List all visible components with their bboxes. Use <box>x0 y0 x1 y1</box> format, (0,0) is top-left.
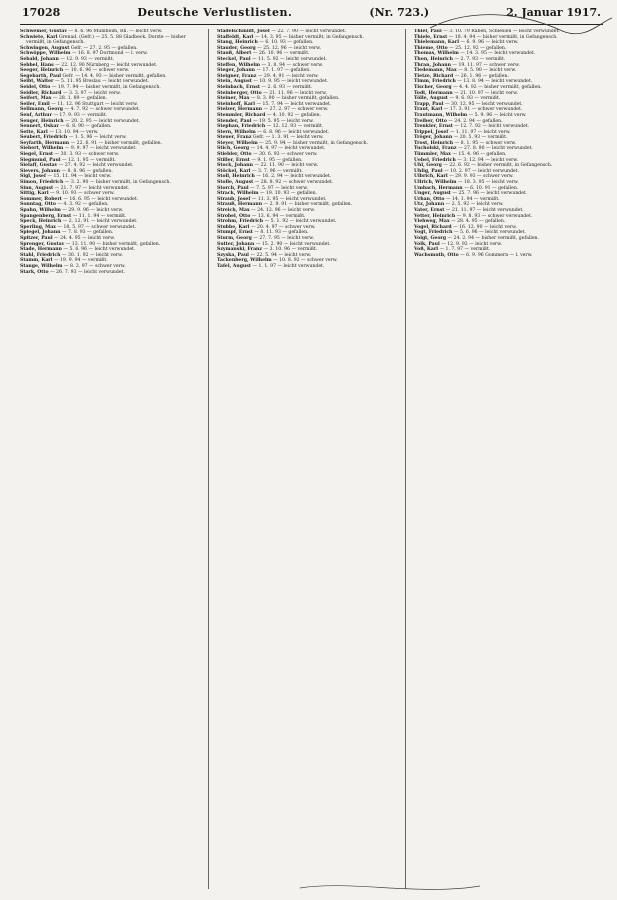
entry-name: Steinhoff, Karl <box>217 101 255 107</box>
entry-details: — 5. 11. 95 Breslau — leicht verwundet. <box>54 79 150 85</box>
entry-details: — 18. 5. 97 — schwer verwundet. <box>57 224 136 230</box>
entry-name: Stender, Paul <box>217 118 252 124</box>
entry-details: — 3. 3. 97 — leicht verw. <box>62 90 121 96</box>
entry-details: — 5. 6. 96 — leicht verwundet. <box>63 247 136 253</box>
entry-name: Thielemann, Karl <box>414 40 459 46</box>
entry-name: Vater, Ernst <box>414 208 445 213</box>
casualty-entry <box>20 270 204 276</box>
entry-details: — 2. 7. 93 — vermißt. <box>454 56 506 62</box>
entry-details: — 7. 5. 97 — leicht verw. <box>250 185 309 191</box>
entry-details: — 17. 9. 93 — vermißt. <box>53 112 108 118</box>
entry-name: Steuer, Franz <box>217 135 252 141</box>
entry-details: — 10. 2. 97 — leicht verwundet. <box>444 168 519 174</box>
entry-name: Seidel, Otto <box>20 84 51 90</box>
entry-details: — 27. 4. 92 — leicht verwundet. <box>58 163 134 169</box>
entry-name: Sennert, Oskar <box>20 124 59 130</box>
entry-name: Steinbach, Ernst <box>217 84 260 90</box>
entry-details: — 21. 11. 96 — leicht verw. <box>263 90 327 96</box>
entry-name: Tischer, Georg <box>414 84 452 90</box>
entry-name: Sebald, Johann <box>20 56 59 62</box>
entry-name: Thieme, Otto <box>414 45 448 51</box>
entry-details: — 20. 4. 97 — schwer verw. <box>250 224 316 230</box>
entry-name: Trost, Heinrich <box>414 140 454 146</box>
entry-name: Stumpf, Ernst <box>217 230 253 236</box>
entry-name: Wachsmuth, Otto <box>414 252 459 258</box>
entry-name: Tackenberg, Wilhelm <box>217 258 272 264</box>
entry-name: Steiner, Max <box>217 96 250 102</box>
entry-name: Seifert, Max <box>20 96 52 102</box>
entry-name: Thomas, Wilhelm <box>414 51 459 57</box>
entry-details: — 12. 1. 95 — vermißt. <box>62 157 116 163</box>
entry-name: Vogel, Richard <box>414 224 452 230</box>
entry-name: Utz, Johann <box>414 202 445 208</box>
entry-name: Voß, Karl <box>414 247 439 253</box>
entry-name: Sturm, Georg <box>217 235 252 241</box>
entry-details: — 27. 8. 90 — leicht verwundet. <box>458 146 533 152</box>
publication-title: Deutsche Verlustlisten. <box>137 6 293 19</box>
entry-details: — 2. 9. 91 — bisher vermißt, gefallen. <box>263 202 353 208</box>
entry-details: — 1. 7. 97 — vermißt. <box>439 247 491 253</box>
entry-details: — 14. 3. 95 — bisher vermißt, in Gefangensch. <box>255 34 364 40</box>
entry-details: — 3. 2. 90 — bisher vermißt, in Gefangensch. <box>64 180 171 186</box>
entry-name: Seubert, Friedrich <box>20 135 68 141</box>
entry-name: Sigl, Josef <box>20 174 46 180</box>
casualty-entry <box>217 264 401 270</box>
entry-details: — 25. 12. 92 — gefallen. <box>449 45 507 51</box>
entry-details: — 28. 8. 92 — schwer verwundet. <box>254 180 334 186</box>
entry-name: Siegmund, Paul <box>20 157 61 163</box>
entry-details: — 1. 5. 96 — leicht verw. <box>68 135 127 141</box>
entry-details: — 8. 2. 97 — schwer verw. <box>64 263 126 269</box>
entry-name: Sittig, Karl <box>20 191 49 197</box>
entry-name: Senf, Arthur <box>20 112 52 118</box>
entry-details: — 9. 8. 93 — schwer verwundet. <box>456 213 533 219</box>
entry-details: — 22. 6. 91 — bisher vermißt, gefallen. <box>70 140 163 146</box>
entry-details: — 12. 9. 92 — leicht verw. <box>441 241 503 247</box>
entry-details: — 11. 12. 96 Stuttgart — leicht verw. <box>51 101 138 107</box>
entry-details: — 30. 12. 95 — leicht verwundet. <box>444 101 523 107</box>
entry-details: — 4. 10. 92 — gefallen. <box>266 112 322 118</box>
entry-name: Steigner, Franz <box>217 73 257 79</box>
entry-name: Seiler, Emil <box>20 101 50 107</box>
entry-name: Sprenger, Gustav <box>20 241 65 247</box>
entry-details: — 2. 12. 91 — leicht verwundet. <box>62 219 138 225</box>
entry-details: — 4. 4. 92 — bisher vermißt, gefallen. <box>453 84 542 90</box>
entry-details: — 25. 7. 96 — leicht verwundet. <box>452 191 528 197</box>
entry-details: — 6. 10. 91 — gefallen. <box>464 185 519 191</box>
entry-details: — 30. 1. 92 — leicht verw. <box>61 252 123 258</box>
entry-details: — 3. 10. 96 — vermißt. <box>263 247 318 253</box>
entry-name: Simon, Friedrich <box>20 180 64 186</box>
entry-name: Timm, Friedrich <box>414 79 456 85</box>
entry-details: — 24. 12. 96 — leicht verw. <box>251 208 315 213</box>
entry-name: Viehweg, Max <box>414 219 450 225</box>
entry-name: Storch, Paul <box>217 185 249 191</box>
entry-details: — 22. 6. 92 — bisher vermißt, in Gefangensch. <box>443 163 553 169</box>
entry-details: — 11. 1. 94 — vermißt. <box>72 213 127 219</box>
entry-name: Stoll, Heinrich <box>217 174 255 180</box>
entry-name: Tucholski, Franz <box>414 146 457 152</box>
entry-name: Steyer, Wilhelm <box>217 140 258 146</box>
column-1 <box>20 29 209 889</box>
entry-name: Stade, Hermann <box>20 247 62 253</box>
entry-name: Urban, Otto <box>414 196 445 202</box>
entry-name: Szyska, Paul <box>217 252 249 258</box>
entry-details: — 29. 9. 96 — leicht verw. <box>62 208 124 213</box>
entry-name: Tölle, August <box>414 96 448 102</box>
page-header <box>20 6 603 25</box>
entry-name: Stöckel, Karl <box>217 168 251 174</box>
entry-name: Trautmann, Wilhelm <box>414 112 468 118</box>
entry-name: Siegel, Ernst <box>20 152 54 158</box>
column-3 <box>414 29 603 889</box>
entry-details: — 20. 2. 95 — leicht verwundet. <box>65 118 140 124</box>
entry-details: — 13. 8. 94 — leicht verwundet. <box>457 79 533 85</box>
entry-name: Spahn, Wilhelm <box>20 208 61 213</box>
entry-details: — 2. 6. 93 — vermißt. <box>261 84 313 90</box>
entry-name: Sebbel, Hans <box>20 62 54 68</box>
entry-name: Stahl, Friedrich <box>20 252 61 258</box>
entry-details: — 12. 7. 92 — leicht verwundet. <box>454 124 530 130</box>
entry-details: — 21. 11. 97 — leicht verwundet. <box>445 208 524 213</box>
entry-name: Vogt, Friedrich <box>414 230 453 236</box>
entry-details: — 19. 9. 94 — vermißt. <box>53 258 108 264</box>
entry-details: — 16. 12. 90 — leicht verw. <box>453 224 517 230</box>
entry-details: — 8. 3. 90 — bisher vermißt, gefallen. <box>250 96 340 102</box>
entry-name: Spiegel, Johann <box>20 230 61 236</box>
entry-details: — 5. 9. 96 — leicht verw. <box>468 112 527 118</box>
entry-details: — 26. 7. 93 — leicht verwundet. <box>50 269 125 275</box>
entry-name: Stiller, Ernst <box>217 157 250 163</box>
document-page <box>20 6 603 890</box>
entry-details: — 5. 6. 96 — leicht verwundet. <box>454 230 526 236</box>
entry-details: — 9. 6. 93 — vermißt. <box>449 96 501 102</box>
entry-name: Ulbrich, Karl <box>414 174 448 180</box>
entry-details: — 19. 7. 94 — bisher vermißt, in Gefangensch. <box>51 84 161 90</box>
casualty-columns <box>20 29 603 889</box>
entry-name: Treiber, Otto <box>414 118 447 124</box>
entry-name: Stark, Otto <box>20 269 49 275</box>
entry-details: — 19. 10. 93 — gefallen. <box>259 191 318 197</box>
entry-name: Uhl, Georg <box>414 163 442 169</box>
entry-details: — 28. 4. 95 — gefallen. <box>451 219 506 225</box>
entry-name: Stadelschmidt, Josef <box>217 29 270 34</box>
entry-details: — 9. 1. 95 — gefallen. <box>251 157 303 163</box>
entry-details: — 13. 10. 94 — verw. <box>49 129 99 135</box>
entry-details: — 26. 10. 96 — vermißt. <box>252 51 310 57</box>
entry-name: Stange, Wilhelm <box>20 263 63 269</box>
entry-details: — 22. 7. 90 — leicht verwundet. <box>271 29 347 34</box>
entry-name: Sperling, Max <box>20 224 56 230</box>
entry-name: Uhlig, Paul <box>414 168 443 174</box>
entry-name: Speck, Heinrich <box>20 219 62 225</box>
entry-name: Sonntag, Otto <box>20 202 56 208</box>
entry-details: — 19. 11. 97 — schwer verw. <box>452 62 520 68</box>
entry-name: Seeger, Heinrich <box>20 68 64 74</box>
entry-details: — 7. 8. 93 — gefallen. <box>61 230 114 236</box>
entry-details: — 3. 8. 94 — schwer verw. <box>261 62 324 68</box>
entry-name: Stolle, August <box>217 180 254 186</box>
entry-name: Sette, Karl <box>20 129 48 135</box>
entry-details: — 15. 7. 94 — leicht verwundet. <box>256 101 332 107</box>
entry-details: — 10. 6. 96 — schwer verw. <box>64 68 130 74</box>
entry-name: Stauß, Albert <box>217 51 252 57</box>
entry-name: Tümmler, Max <box>414 152 451 158</box>
entry-details: — 27. 7. 95 — leicht verw. <box>253 235 315 241</box>
entry-details: — 18. 3. 95 — leicht verw. <box>457 180 519 186</box>
entry-details: — 4. 7. 92 — schwer verwundet. <box>64 107 141 113</box>
entry-name: Stelzer, Hermann <box>217 107 263 113</box>
entry-name: Trippel, Josef <box>414 129 449 135</box>
entry-name: Stiebler, Otto <box>217 152 252 158</box>
casualty-entry <box>20 35 204 46</box>
entry-details: — 13. 11. 90 — bisher vermißt, gefallen. <box>65 241 161 247</box>
entry-details: — 5. 1. 92 — leicht verwundet. <box>264 219 337 225</box>
entry-name: Vetter, Heinrich <box>414 213 456 219</box>
entry-name: Szymanski, Franz <box>217 247 263 253</box>
entry-name: Tafel, August <box>217 263 251 269</box>
entry-details: — 11. 3. 95 — leicht verwundet. <box>251 196 327 202</box>
entry-details: Grenad. (Gefr.) — 25. 5. 88 Gladbeck. Dorste — bisher vermißt, in Gefangensch. <box>26 34 186 46</box>
entry-details: — 9. 10. 93 — schwer verw. <box>50 191 115 197</box>
page-number: 17028 <box>22 6 61 19</box>
entry-name: Thiel, Paul <box>414 29 442 34</box>
entry-details: — 14. 4. 97 — leicht verwundet. <box>250 146 326 152</box>
entry-details: — 16. 8. 97 Dortmund — l. verw. <box>71 51 148 57</box>
entry-details: — 2. 5. 92 — leicht verw. <box>445 202 504 208</box>
entry-details: — 11. 5. 92 — leicht verwundet. <box>252 56 327 62</box>
entry-name: Straub, Josef <box>217 196 251 202</box>
entry-name: Stubbe, Karl <box>217 224 250 230</box>
entry-name: Steffen, Wilhelm <box>217 62 261 68</box>
entry-details: — 19. 5. 95 — leicht verw. <box>252 118 314 124</box>
entry-details: — 28. 1. 89 — gefallen. <box>52 96 108 102</box>
entry-name: Sommer, Robert <box>20 196 62 202</box>
entry-name: Stephan, Friedrich <box>217 124 266 130</box>
entry-details: — 22. 12. 90 Nürnberg — leicht verwundet. <box>55 62 158 68</box>
entry-name: Spitzer, Paul <box>20 235 53 241</box>
entry-details: — 24. 4. 95 — leicht verw. <box>54 235 115 241</box>
entry-details: — 9. 9. 97 — leicht verwundet. <box>64 146 137 152</box>
entry-details: — 3. 12. 94 — leicht verw. <box>457 157 519 163</box>
entry-name: Senger, Heinrich <box>20 118 64 124</box>
entry-details: — 15. 4. 96 — gefallen. <box>452 152 507 158</box>
entry-name: Stauder, Georg <box>217 45 256 51</box>
entry-details: — 24. 2. 94 — bisher vermißt, gefallen. <box>447 235 539 241</box>
entry-name: Stemmler, Richard <box>217 112 266 118</box>
entry-name: Steckel, Paul <box>217 56 251 62</box>
entry-details: — 22. 11. 90 — leicht verw. <box>254 163 319 169</box>
entry-name: Trapp, Paul <box>414 101 444 107</box>
entry-name: Siebert, Wilhelm <box>20 146 64 152</box>
entry-name: Streich, Max <box>217 208 250 213</box>
entry-name: Stock, Johann <box>217 163 253 169</box>
entry-details: — 21. 10. 97 — leicht verw. <box>454 90 518 96</box>
entry-details: — 6. 9. 96 — leicht verw. <box>460 40 519 46</box>
entry-name: Tietze, Richard <box>414 73 454 79</box>
entry-details: — 15. 2. 90 — leicht verwundet. <box>255 241 331 247</box>
entry-name: Seidler, Richard <box>20 90 62 96</box>
entry-name: Schwemer, Gustav <box>20 29 68 34</box>
entry-details: — 8. 5. 90 — leicht verw. <box>458 68 517 74</box>
entry-details: Gefr. — 1. 3. 91 — leicht verw. <box>252 135 324 141</box>
entry-details: — 1. 11. 97 — leicht verw. <box>449 129 511 135</box>
entry-name: Tiedemann, Max <box>414 68 457 74</box>
entry-details: — 14. 3. 95 — leicht verwundet. <box>460 51 536 57</box>
entry-details: — 14. 1. 94 — vermißt. <box>445 196 500 202</box>
entry-details: — 25. 9. 94 — bisher vermißt, in Gefangensch. <box>259 140 369 146</box>
entry-name: Unger, August <box>414 191 451 197</box>
entry-details: — 8. 11. 93 — gefallen. <box>254 230 309 236</box>
entry-name: Sinn, August <box>20 185 54 191</box>
entry-details: — 27. 2. 97 — schwer verw. <box>263 107 329 113</box>
entry-name: Traut, Karl <box>414 107 443 113</box>
entry-name: Trenkler, Ernst <box>414 124 453 130</box>
entry-details: — 6. 8. 96 — leicht verwundet. <box>257 129 330 135</box>
entry-name: Strack, Wilhelm <box>217 191 259 197</box>
entry-details: — 3. 7. 96 — vermißt. <box>251 168 303 174</box>
entry-details: — 8. 1. 95 — schwer verw. <box>454 140 517 146</box>
entry-details: Gefr. — 14. 4. 93 — bisher vermißt, gefallen. <box>62 73 167 79</box>
entry-name: Umbach, Hermann <box>414 185 463 191</box>
issue-date: 2. Januar 1917. <box>506 6 601 19</box>
entry-details: — 18. 4. 94 — bisher vermißt, in Gefangensch. <box>448 34 558 40</box>
casualty-entry <box>414 253 599 259</box>
entry-details: — 29. 9. 93 — schwer verw. <box>449 174 514 180</box>
entry-name: Schwöppe, Wilhelm <box>20 51 71 57</box>
entry-details: — 12. 9. 93 — vermißt. <box>60 56 115 62</box>
entry-name: Sievers, Johann <box>20 168 61 174</box>
entry-details: — 4. 3. 92 — gefallen. <box>57 202 109 208</box>
entry-details: — 1. 1. 97 — leicht verwundet. <box>252 263 325 269</box>
entry-name: Staffeldt, Karl <box>217 34 254 40</box>
entry-details: — 22. 5. 94 — leicht verw. <box>250 252 312 258</box>
entry-details: — 25. 12. 96 — leicht verw. <box>257 45 321 51</box>
entry-details: — 10. 8. 92 — schwer verw. <box>273 258 338 264</box>
entry-details: Gefr. — 27. 2. 95 — gefallen. <box>70 45 138 51</box>
entry-name: Strobel, Otto <box>217 213 251 219</box>
entry-details: — 21. 7. 97 — leicht verwundet. <box>54 185 130 191</box>
entry-details: — 16. 2. 94 — leicht verwundet. <box>256 174 332 180</box>
entry-details: — 29. 4. 91 — leicht verw. <box>257 73 319 79</box>
entry-name: Stamm, Karl <box>20 258 53 264</box>
issue-number: (Nr. 723.) <box>369 6 430 19</box>
entry-details: — 20. 5. 93 — vermißt. <box>453 135 508 141</box>
entry-details: — 6. 10. 93 — gefallen. <box>259 40 314 46</box>
entry-name: Strohm, Friedrich <box>217 219 264 225</box>
entry-details: — 15. 11. 94 — leicht verw. <box>47 174 112 180</box>
entry-name: Sutter, Johann <box>217 241 255 247</box>
entry-name: Thon, Heinrich <box>414 56 454 62</box>
entry-details: — 13. 6. 94 — vermißt. <box>251 213 306 219</box>
column-2 <box>217 29 406 889</box>
entry-name: Strauß, Hermann <box>217 202 263 208</box>
entry-details: — 26. 1. 96 — gefallen. <box>454 73 509 79</box>
entry-name: Stang, Heinrich <box>217 40 258 46</box>
entry-name: Sielaff, Gustav <box>20 163 58 169</box>
entry-name: Uebel, Friedrich <box>414 157 456 163</box>
entry-name: Seyfarth, Hermann <box>20 140 70 146</box>
entry-name: Segebarth, Paul <box>20 73 62 79</box>
entry-name: Schwingen, August <box>20 45 70 51</box>
entry-details: — 30. 6. 93 — schwer verw. <box>253 152 318 158</box>
entry-details: — 17. 3. 91 — schwer verwundet. <box>443 107 523 113</box>
entry-name: Stein, August <box>217 79 252 85</box>
entry-name: Thiele, Ernst <box>414 34 448 40</box>
entry-details: — 8. 6. 96 Mühlheim, Rh. — leicht verw. <box>68 29 163 34</box>
entry-name: Thran, Johann <box>414 62 451 68</box>
entry-details: — 10. 9. 95 — leicht verwundet. <box>253 79 329 85</box>
entry-name: Sellmann, Georg <box>20 107 63 113</box>
entry-details: — 24. 2. 94 — gefallen. <box>448 118 503 124</box>
entry-details: — 30. 3. 93 — schwer verw. <box>54 152 120 158</box>
entry-details: — 6. 8. 90 — gefallen. <box>60 124 112 130</box>
entry-details: — 17. 1. 97 — gefallen. <box>256 68 311 74</box>
entry-name: Tröger, Johann <box>414 135 453 141</box>
entry-name: Voigt, Georg <box>414 235 447 241</box>
entry-details: — 12. 12. 93 — vermißt. <box>266 124 324 130</box>
entry-details: — 6. 9. 96 Gommern — l. verw. <box>460 252 533 258</box>
entry-name: Stern, Wilhelm <box>217 129 256 135</box>
entry-name: Todt, Hermann <box>414 90 453 96</box>
entry-name: Seibt, Walter <box>20 79 54 85</box>
entry-name: Ullrich, Wilhelm <box>414 180 457 186</box>
entry-details: — 16. 6. 95 — leicht verwundet. <box>63 196 139 202</box>
entry-name: Steger, Johann <box>217 68 256 74</box>
entry-name: Stich, Georg <box>217 146 250 152</box>
entry-name: Schwiete, Karl <box>20 34 58 40</box>
entry-name: Volk, Paul <box>414 241 440 247</box>
entry-name: Steinberger, Otto <box>217 90 262 96</box>
entry-name: Spangenberg, Ernst <box>20 213 72 219</box>
entry-details: — 3. 10. 79 Raben, Schlesien — leicht verwundet. <box>443 29 560 34</box>
entry-details: — 8. 8. 96 — gefallen. <box>61 168 113 174</box>
